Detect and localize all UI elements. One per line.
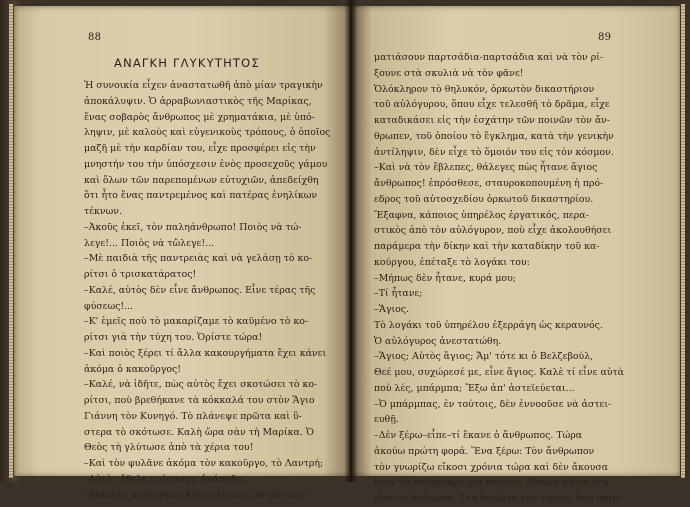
text-line: καταδικάσει εἰς τὴν ἐσχάτην τῶν ποινῶν τὸν ἄν- bbox=[374, 115, 611, 126]
page-stack-left-edge bbox=[9, 4, 13, 478]
text-line: ληψιν, μὲ καλοὺς καὶ εὐγενικοὺς τρόπους, ὁ ὁποῖος bbox=[84, 127, 331, 139]
text-line: καὶ ὅλων τῶν παρεπομένων εὐτυχιῶν, ἀπεδείχθη bbox=[84, 174, 319, 186]
text-line: λεγε!... Ποιὸς νὰ τὤλεγε!... bbox=[84, 237, 215, 249]
right-page-number: 89 bbox=[598, 32, 612, 43]
right-page bbox=[352, 6, 680, 504]
text-line: ποτὲ τὸ παραμικρὸ γιὰ δαῦτον. Μαῦρα μάτια δὲν bbox=[374, 477, 610, 489]
text-line: εἶπε σὲ ἄνθρωπο. Στὴ δουλειά του τίμιος, ὅσο παίρ- bbox=[374, 493, 622, 504]
text-line: ἀκούω πρώτη φορά. Ἕνα ξέρω: Τὸν ἄνθρωπον bbox=[374, 445, 595, 457]
text-line: –Καλέ, αὐτὸς δὲν εἶνε ἄνθρωπος. Εἶνε τέρας τῆς bbox=[84, 284, 316, 296]
left-page-number: 88 bbox=[88, 32, 102, 43]
text-line: Θεὸς τὴ γλύτωσε ἀπὸ τὰ χέρια του! bbox=[84, 442, 254, 454]
text-line: ὅτι ἦτο ἕνας παντρεμένος καὶ πατέρας ἐνηλίκων bbox=[84, 190, 318, 202]
text-line: θρωπεν, τοῦ ὁποίου τὸ ἔγκλημα, κατὰ τὴν γενικὴν bbox=[374, 130, 614, 142]
text-line: Ἔξαφνα, κάποιος ὑπηρέλος ἐργατικός, περα- bbox=[374, 209, 589, 221]
text-line: Τὸ λογάκι τοῦ ὑπηρέλου ἐξερράγη ὡς κεραυνός. bbox=[374, 319, 603, 331]
text-line: –Μήπως δὲν ἦτανε, κυρά μου; bbox=[374, 272, 516, 284]
text-line: Θεέ μου, συχώρεσέ με, εἶνε ἅγιος. Καλὲ τί εἶνε αὐτὰ bbox=[374, 367, 624, 378]
text-line: Γιάννη τὸν Κυνηγό. Τὸ πλάνεψε πρῶτα καὶ ὕ- bbox=[84, 410, 302, 422]
right-page-text bbox=[374, 50, 624, 507]
chapter-title: ΑΝΑΓΚΗ ΓΛΥΚΥΤΗΤΟΣ bbox=[114, 56, 260, 70]
text-line: ποὺ λές, μπάρμπα; Ἔξω ἀπ' ἀστεϊεύεται... bbox=[374, 382, 575, 394]
text-line: μνηστήν του τὴν ὑπόσχεσιν ἑνὸς προσεχοῦς γάμου bbox=[84, 158, 328, 170]
text-line: –Κ' ἐμεῖς ποὺ τὸ μακαρίζαμε τὸ καϋμένο τὸ κο- bbox=[84, 316, 309, 328]
left-page bbox=[14, 6, 350, 501]
page-stack-right-edge bbox=[681, 4, 685, 478]
text-line: –Αὐτὸς ἤθελε κρέμασμα ἀνάποδα. bbox=[84, 473, 246, 485]
text-line: –Ὁ μπάρμπας, ἐν τούτοις, δὲν ἐννοοῦσε νὰ ἀστει- bbox=[374, 398, 612, 410]
text-line: τοῦ αὐλόγυρου, ὅπου εἶχε τελεσθῆ τὸ δρᾶμα, εἶχε bbox=[374, 99, 610, 111]
text-line: ἄνθρωπος! ἐπρόσθεσε, σταυροκοπουμένη ἡ πρό- bbox=[374, 178, 604, 189]
text-line: –Ἀκοῦς ἐκεῖ, τὸν παληάνθρωπο! Ποιὸς νὰ τώ- bbox=[84, 221, 302, 233]
text-line: τὸν γνωρίζω εἴκοσι χρόνια τώρα καὶ δὲν ἄκουσα bbox=[374, 461, 609, 473]
text-line: –Δὲν ξέρω–εἶπε–τί ἔκανε ὁ ἄνθρωπος. Τώρα bbox=[374, 430, 583, 441]
text-line: –Καὶ τὸν φυλᾶνε ἀκόμα τὸν κακοῦργο, τὸ Λαντρή; bbox=[84, 458, 324, 469]
text-line: στικὸς ἀπὸ τὸν αὐλόγυρον, ποὺ εἶχε ἀκολουθήσει bbox=[374, 225, 612, 237]
text-line: –Τί ἦτανε; bbox=[374, 288, 423, 300]
text-line: στερα τὸ σκότωσε. Καλὴ ὥρα σὰν τὴ Μαρίκα. Ὁ bbox=[84, 426, 314, 438]
text-line: ρίτσι γιὰ τὴν τύχη του. Ὁρίστε τώρα! bbox=[84, 332, 263, 343]
text-line: ἀποκάλυψιν. Ὁ ἀρραβωνιαστικὸς τῆς Μαρίκας, bbox=[84, 95, 312, 107]
text-line: ἀκόμα ὁ κακοῦργος! bbox=[84, 363, 182, 375]
text-line: Ἡ συνοικία εἶχεν ἀναστατωθῆ ἀπὸ μίαν τραγικὴν bbox=[84, 80, 323, 91]
text-line: Ὁ αὐλόγυρος ἀνεστατώθη. bbox=[374, 335, 502, 347]
text-line: –Καὶ ποιὸς ξέρει τί ἄλλα κακουργήματα ἔχει κάνει bbox=[84, 347, 327, 359]
text-line: –Ἅγιος; Αὐτὸς ἅγιος; Ἄμ' τότε κι ὁ Βελζεβούλ, bbox=[374, 351, 594, 363]
text-line: ματιάσουν παρτσάδια-παρτσάδια καὶ νὰ τὸν ρί- bbox=[374, 52, 604, 63]
text-line: ρίτσι, ποὺ βρεθήκανε τὰ κόκκαλά του στὸν Ἅγιο bbox=[84, 395, 315, 406]
text-line: τέκνων. bbox=[84, 206, 122, 217]
text-line: φύσεως!... bbox=[84, 300, 134, 312]
text-line: ξουνε στὰ σκυλιὰ νὰ τὸν φᾶνε! bbox=[374, 67, 524, 79]
text-line: –Καλέ, νὰ ἰδῆτε, πὼς αὐτὸς ἔχει σκοτώσει τὸ κο- bbox=[84, 379, 318, 391]
text-line: ἕνας σοβαρὸς ἄνθρωπος μὲ χρηματάκια, μὲ ὑπό- bbox=[84, 111, 315, 123]
text-line: εδρος τοῦ αὐτοσχεδίου ὀρκωτοῦ δικαστηρίου. bbox=[374, 193, 594, 205]
book-gutter bbox=[345, 0, 357, 482]
text-line: –Ἅγιος. bbox=[374, 304, 409, 315]
text-line: κούργου, ἐπέταξε τὸ λογάκι του: bbox=[374, 256, 530, 268]
left-page-text bbox=[84, 78, 330, 503]
text-line: παράμερα τὴν δίκην καὶ τὴν καταδίκην τοῦ κα- bbox=[374, 241, 600, 252]
text-line: ρίτσι ὁ τρισκατάρατος! bbox=[84, 269, 197, 280]
text-line: ευθῇ. bbox=[374, 414, 399, 426]
text-line: μαζῆ μὲ τὴν καρδίαν του, εἶχε προσφέρει εἰς τὴν bbox=[84, 143, 316, 154]
text-line: –Μονάχα κρέμασμα; Αὐτὸν ἔπρεπε νὰ τὸν κομ- bbox=[84, 489, 308, 501]
text-line: Ὁλόκληρον τὸ θηλυκόν, ὀρκωτὸν δικαστήριον bbox=[374, 83, 595, 95]
text-line: –Μὲ παιδιὰ τῆς παντρειὰς καὶ νὰ γελάσῃ τὸ κο- bbox=[84, 253, 313, 265]
text-line: ἀντίληψιν, δὲν εἶχε τὸ ὅμοιόν του εἰς τὸν κόσμον. bbox=[374, 146, 614, 158]
text-line: –Καὶ νὰ τὸν ἔβλεπες, θάλεγες πὼς ἦτανε ἅγιος bbox=[374, 162, 598, 174]
